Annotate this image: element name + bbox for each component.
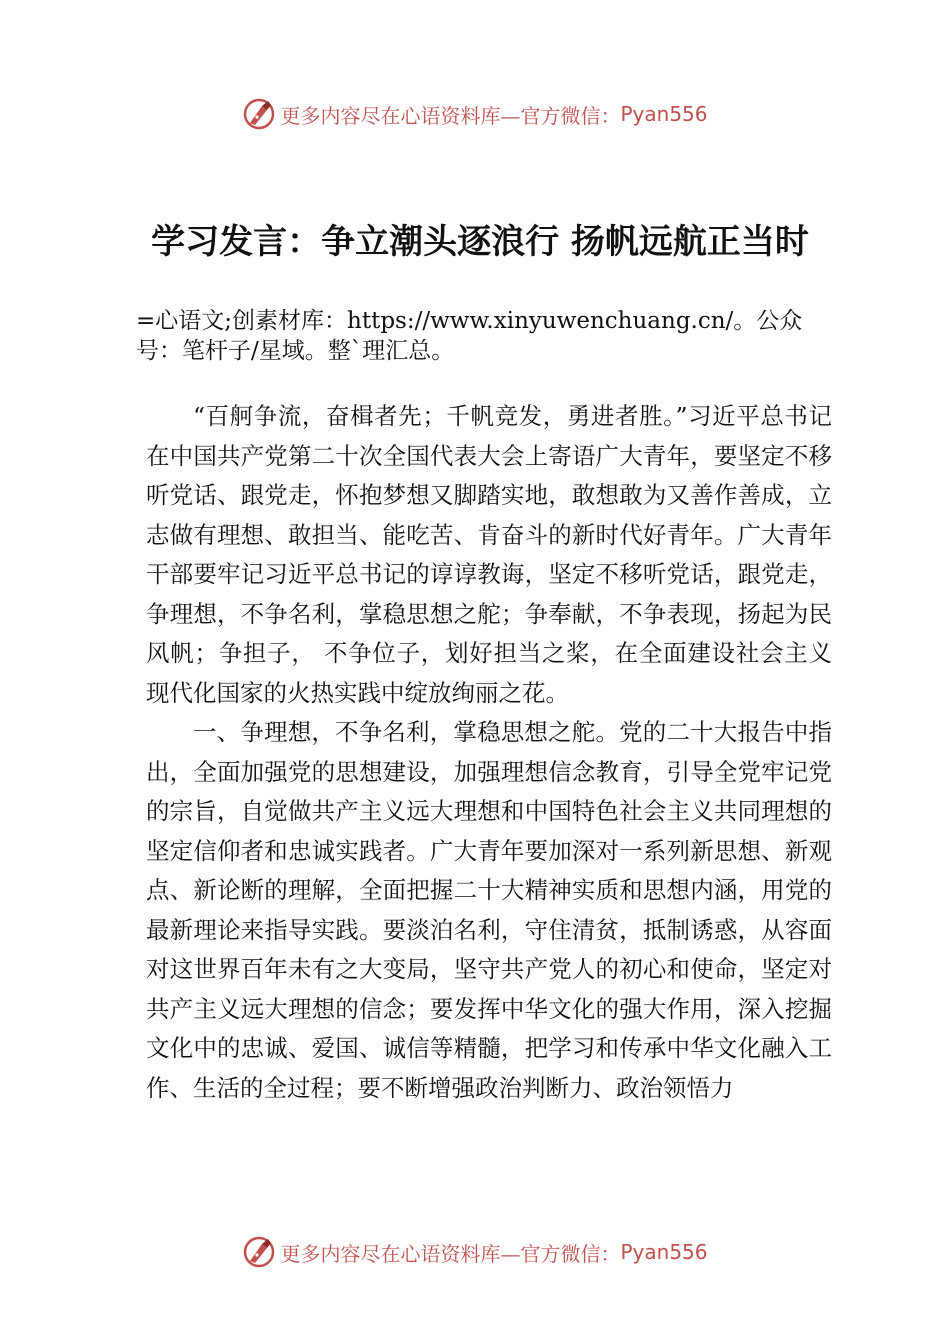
pen-nib-logo-icon	[242, 1235, 276, 1269]
banner-wechat-id: Pyan556	[620, 102, 708, 126]
document-body	[146, 397, 832, 1108]
pen-nib-logo-icon	[242, 97, 276, 131]
source-note: =心语文;创素材库：https://www.xinyuwenchuang.cn/。公众号：笔杆子/星域。整`理汇总。	[136, 308, 803, 364]
banner-text: 更多内容尽在心语资料库—官方微信：	[280, 1241, 621, 1266]
banner-wechat-id: Pyan556	[620, 1240, 708, 1264]
document-title: 学习发言：争立潮头逐浪行 扬帆远航正当时	[151, 222, 809, 262]
footer-watermark-banner	[0, 1232, 950, 1272]
banner-text: 更多内容尽在心语资料库—官方微信：	[280, 103, 621, 128]
paragraph: “百舸争流，奋楫者先；千帆竞发，勇进者胜。”习近平总书记在中国共产党第二十次全国代表大会上寄语广大青年，要坚定不移听党话、跟党走，怀抱梦想又脚踏实地，敢想敢为又善作善成，立志做有理想、敢担当、能吃苦、肯奋斗的新时代好青年。广大青年干部要牢记习近平总书记的谆谆教诲，坚定不移听党话，跟党走，争理想，不争名利，掌稳思想之舵；争奉献，不争表现，扬起为民风帆；争担子， 不争位子，划好担当之桨，在全面建设社会主义现代化国家的火热实践中绽放绚丽之花。	[146, 402, 832, 707]
header-watermark-banner	[0, 94, 950, 134]
paragraph: 一、争理想，不争名利，掌稳思想之舵。党的二十大报告中指出，全面加强党的思想建设，加强理想信念教育，引导全党牢记党的宗旨，自觉做共产主义远大理想和中国特色社会主义共同理想的坚定信仰者和忠诚实践者。广大青年要加深对一系列新思想、新观点、新论断的理解，全面把握二十大精神实质和思想内涵，用党的最新理论来指导实践。要淡泊名利，守住清贫，抵制诱惑，从容面对这世界百年未有之大变局，坚守共产党人的初心和使命，坚定对共产主义远大理想的信念；要发挥中华文化的强大作用，深入挖掘文化中的忠诚、爱国、诚信等精髓，把学习和传承中华文化融入工作、生活的全过程；要不断增强政治判断力、政治领悟力	[146, 718, 832, 1102]
